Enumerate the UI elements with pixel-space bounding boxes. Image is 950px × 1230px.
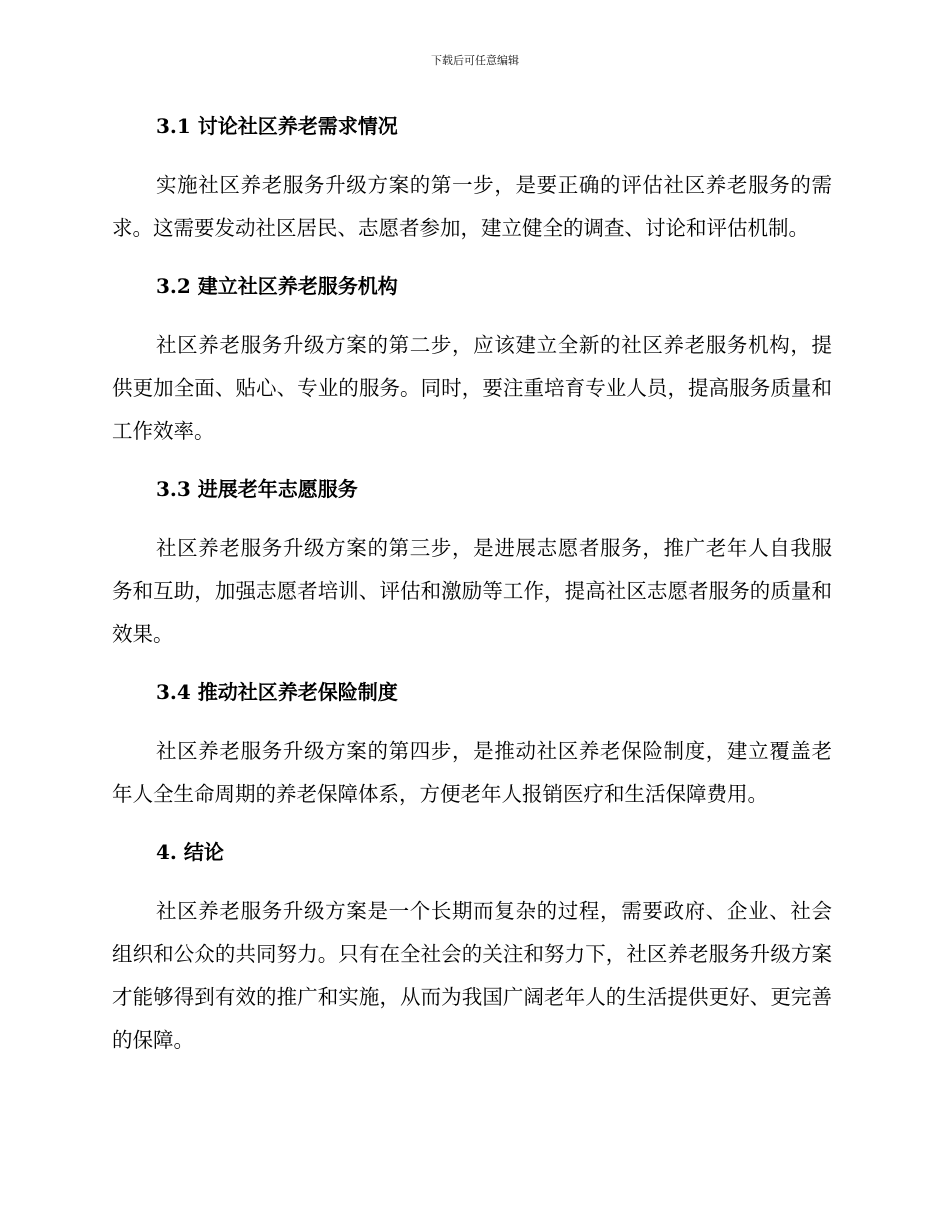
section-paragraph-3-1: 实施社区养老服务升级方案的第一步，是要正确的评估社区养老服务的需求。这需要发动社区居民、志愿者参加，建立健全的调查、讨论和评估机制。 — [112, 173, 832, 240]
section-heading-3-1: 3.1 讨论社区养老需求情况 — [156, 114, 398, 138]
section-paragraph-3-2: 社区养老服务升级方案的第二步，应该建立全新的社区养老服务机构，提供更加全面、贴心、专业的服务。同时，要注重培育专业人员，提高服务质量和工作效率。 — [112, 333, 832, 443]
section-heading-3-4: 3.4 推动社区养老保险制度 — [156, 680, 398, 704]
section-heading-3-2: 3.2 建立社区养老服务机构 — [156, 274, 398, 298]
section-paragraph-4: 社区养老服务升级方案是一个长期而复杂的过程，需要政府、企业、社会组织和公众的共同努力。只有在全社会的关注和努力下，社区养老服务升级方案才能够得到有效的推广和实施，从而为我国广阔老年人的生活提供更好、更完善的保障。 — [112, 899, 832, 1052]
section-paragraph-3-4: 社区养老服务升级方案的第四步，是推动社区养老保险制度，建立覆盖老年人全生命周期的养老保障体系，方便老年人报销医疗和生活保障费用。 — [112, 739, 832, 806]
section-heading-3-3: 3.3 进展老年志愿服务 — [156, 477, 358, 501]
section-paragraph-3-3: 社区养老服务升级方案的第三步，是进展志愿者服务，推广老年人自我服务和互助，加强志愿者培训、评估和激励等工作，提高社区志愿者服务的质量和效果。 — [112, 536, 832, 646]
section-heading-4: 4. 结论 — [156, 840, 224, 864]
document-body — [112, 108, 832, 1062]
page-header: 下载后可任意编辑 — [431, 54, 519, 67]
